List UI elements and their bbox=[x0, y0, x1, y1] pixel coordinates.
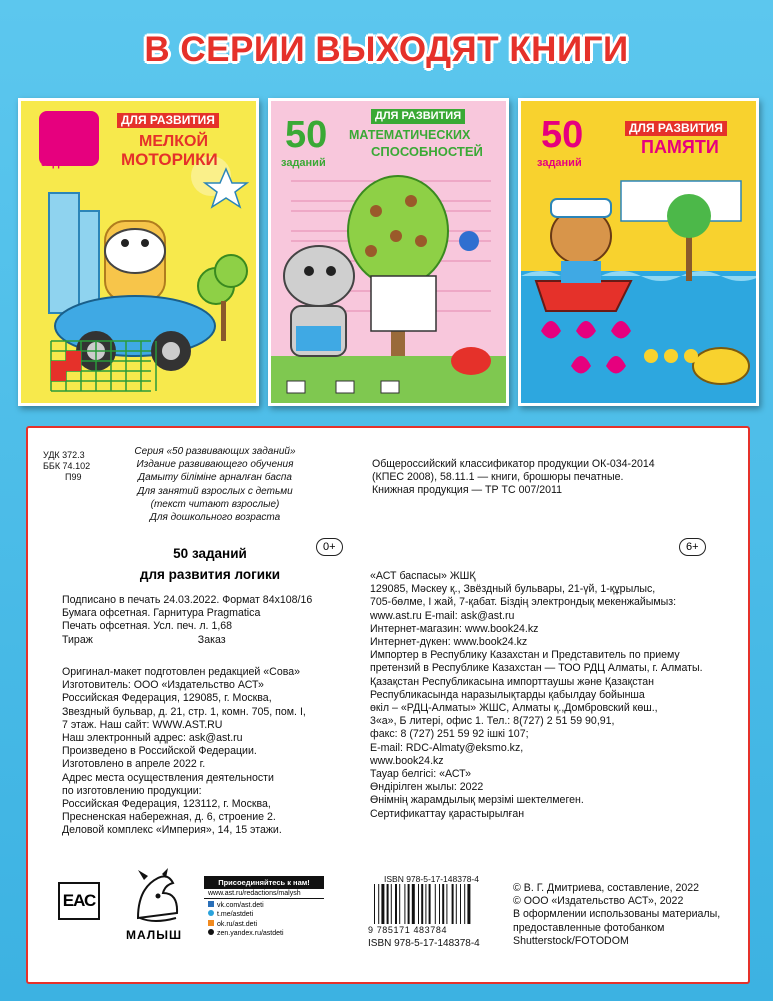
author-mark: П99 bbox=[65, 472, 82, 482]
book-title-line: 50 заданий bbox=[173, 546, 247, 561]
okp-line: (КПЕС 2008), 58.11.1 — книги, брошюры печатные. bbox=[372, 471, 624, 484]
barcode-bar bbox=[418, 884, 419, 924]
publisher-line: Адрес места осуществления деятельности bbox=[62, 771, 274, 784]
cover-title-line3: ПАМЯТИ bbox=[641, 137, 719, 157]
publisher-line: Российская Федерация, 129085, г. Москва, bbox=[62, 692, 272, 705]
print-line: Подписано в печать 24.03.2022. Формат 84x108/16 bbox=[62, 594, 313, 606]
zen-icon bbox=[208, 929, 214, 935]
okp-line: Книжная продукция — ТР ТС 007/2011 bbox=[372, 484, 562, 497]
malysh-logo-icon bbox=[118, 868, 190, 928]
series-line: Издание развивающего обучения bbox=[136, 459, 294, 471]
publisher-line: Изготовитель: ООО «Издательство АСТ» bbox=[62, 679, 264, 692]
cover-subtitle: заданий bbox=[537, 157, 582, 169]
barcode-bar bbox=[439, 884, 440, 924]
barcode-bar bbox=[429, 884, 431, 924]
age-rating-badge: 0+ bbox=[316, 538, 343, 556]
publisher-line: Российская Федерация, 123112, г. Москва, bbox=[62, 798, 271, 811]
classification-codes bbox=[43, 450, 90, 483]
book-cover-math bbox=[268, 98, 509, 406]
series-banner: В СЕРИИ ВЫХОДЯТ КНИГИ bbox=[144, 30, 629, 69]
barcode-bar bbox=[456, 884, 457, 924]
kz-line: Интернет-магазин: www.book24.kz bbox=[370, 622, 539, 635]
telegram-icon bbox=[208, 910, 214, 916]
cover-number: 50 bbox=[285, 114, 328, 156]
barcode-bar bbox=[374, 884, 375, 924]
publisher-line: Деловой комплекс «Империя», 14, 15 этажи. bbox=[62, 824, 282, 837]
barcode-bar bbox=[391, 884, 392, 924]
publisher-line: по изготовлению продукции: bbox=[62, 784, 202, 797]
barcode-bar bbox=[452, 884, 454, 924]
social-block bbox=[204, 876, 324, 951]
kz-line: 3«а», Б литері, офис 1. Тел.: 8(727) 2 51 59 90,91, bbox=[370, 715, 615, 728]
series-line: Для дошкольного возраста bbox=[149, 512, 281, 524]
kz-line: претензий в Республике Казахстан — ТОО РДЦ Алматы, г. Алматы. bbox=[370, 662, 703, 675]
kz-line: E-mail: RDC-Almaty@eksmo.kz, bbox=[370, 741, 524, 754]
publisher-line: Наш электронный адрес: ask@ast.ru bbox=[62, 732, 243, 745]
tirazh-label: Тираж bbox=[62, 633, 93, 646]
publisher-line: Оригинал-макет подготовлен редакцией «Сова» bbox=[62, 666, 301, 678]
copyright-line: Shutterstock/FOTODOM bbox=[513, 934, 629, 947]
ok-icon bbox=[208, 920, 214, 926]
malysh-logo-text: МАЛЫШ bbox=[125, 928, 183, 942]
kz-line: Импортер в Республику Казахстан и Представитель по приему bbox=[370, 649, 680, 662]
cover-subtitle: заданий bbox=[281, 157, 326, 169]
barcode-bar bbox=[412, 884, 415, 924]
malysh-logo bbox=[118, 868, 190, 946]
kz-line: 705-бөлме, І жай, 7-қабат. Біздің электрондық мекенжайымыз: bbox=[370, 596, 677, 609]
publisher-line: Произведено в Российской Федерации. bbox=[62, 745, 257, 758]
book-title bbox=[130, 543, 290, 585]
social-header: Присоединяйтесь к нам! bbox=[204, 876, 324, 889]
cover-number: 50 bbox=[541, 114, 584, 156]
kz-line: Сертификаттау қарастырылған bbox=[370, 807, 525, 820]
barcode-bar bbox=[408, 884, 410, 924]
publisher-line: 7 этаж. Наш сайт: WWW.AST.RU bbox=[62, 718, 223, 731]
okp-line: Общероссийский классификатор продукции ОК-034-2014 bbox=[372, 458, 655, 470]
kz-line: 129085, Мәскеу қ., Звёздный бульвары, 21-үй, 1-құрылыс, bbox=[370, 583, 656, 596]
series-line: Для занятий взрослых с детьми bbox=[137, 485, 293, 497]
cover-series-label: ДЛЯ РАЗВИТИЯ bbox=[117, 113, 219, 128]
series-line: (текст читают взрослые) bbox=[150, 498, 280, 510]
kz-line: «АСТ баспасы» ЖШҚ bbox=[370, 570, 476, 582]
isbn-barcode-digits: 9 785171 483784 bbox=[368, 924, 447, 937]
eac-mark bbox=[58, 882, 100, 920]
series-line: Серия «50 развивающих заданий» bbox=[134, 446, 296, 457]
print-info bbox=[62, 594, 312, 647]
barcode-bar bbox=[421, 884, 423, 924]
cover-title-line2: МЕЛКОЙ bbox=[139, 133, 208, 150]
social-link-telegram[interactable]: t.me/astdeti bbox=[217, 911, 254, 919]
cover-series-label: ДЛЯ РАЗВИТИЯ bbox=[625, 121, 727, 136]
kazakhstan-info bbox=[370, 570, 703, 821]
kz-line: Қазақстан Республикасына импорттаушы және Қазақстан bbox=[370, 675, 654, 688]
copyright-line: © В. Г. Дмитриева, составление, 2022 bbox=[513, 882, 700, 894]
kz-line: Өнімнің жарамдылық мерзімі шектелмеген. bbox=[370, 794, 584, 807]
barcode-bar bbox=[387, 884, 389, 924]
series-info bbox=[100, 445, 330, 524]
copyright-line: © ООО «Издательство АСТ», 2022 bbox=[513, 895, 684, 908]
kz-line: өкіл – «РДЦ-Алматы» ЖШС, Алматы қ.,Домбровский көш., bbox=[370, 702, 658, 715]
kz-line: Тауар белгісі: «АСТ» bbox=[370, 768, 472, 781]
publisher-info bbox=[62, 666, 306, 838]
okp-info bbox=[372, 458, 655, 498]
book-cover-fine-motor bbox=[18, 98, 259, 406]
book-title-line: для развития логики bbox=[139, 567, 281, 582]
kz-line: Интернет-дүкен: www.book24.kz bbox=[370, 636, 528, 649]
kz-line: Өндірілген жылы: 2022 bbox=[370, 781, 484, 794]
social-link-ok[interactable]: ok.ru/ast.deti bbox=[217, 920, 258, 928]
cover-number: 50 bbox=[43, 114, 86, 156]
barcode-bar bbox=[467, 884, 470, 924]
bbk-code: ББК 74.102 bbox=[43, 461, 91, 471]
book-cover-memory bbox=[518, 98, 759, 406]
copyright-info bbox=[513, 882, 720, 948]
vk-icon bbox=[208, 901, 214, 907]
kz-line: Республикасында наразылықтарды қабылдау бойынша bbox=[370, 688, 645, 701]
kz-line: факс: 8 (727) 251 59 92 ішкі 107; bbox=[370, 728, 529, 741]
print-line: Бумага офсетная. Гарнитура Pragmatica bbox=[62, 607, 261, 620]
isbn-top: ISBN 978-5-17-148378-4 bbox=[384, 874, 479, 884]
zakaz-label: Заказ bbox=[197, 633, 226, 646]
publisher-line: Звездный бульвар, д. 21, стр. 1, комн. 705, пом. I, bbox=[62, 705, 306, 718]
barcode-bar bbox=[442, 884, 444, 924]
kz-line: www.ast.ru E-mail: ask@ast.ru bbox=[370, 609, 515, 622]
social-link-vk[interactable]: vk.com/ast.deti bbox=[217, 902, 264, 909]
cover-series-label: ДЛЯ РАЗВИТИЯ bbox=[371, 109, 465, 124]
barcode-bar bbox=[446, 884, 447, 924]
social-url-link[interactable]: www.ast.ru/redactions/malysh bbox=[204, 889, 324, 899]
barcode-bar bbox=[399, 884, 400, 924]
cover-title-line2: МАТЕМАТИЧЕСКИХ bbox=[349, 128, 471, 142]
barcode-bar bbox=[435, 884, 436, 924]
series-line: Дамыту біліміне арналған баспа bbox=[138, 472, 292, 484]
isbn-bottom: ISBN 978-5-17-148378-4 bbox=[368, 938, 480, 949]
cover-title-line3: МОТОРИКИ bbox=[121, 150, 218, 169]
cover-title-line3: СПОСОБНОСТЕЙ bbox=[371, 144, 483, 159]
barcode-bar bbox=[378, 884, 379, 924]
barcode-bar bbox=[460, 884, 461, 924]
barcode-bar bbox=[395, 884, 397, 924]
barcode-bar bbox=[404, 884, 405, 924]
print-line: Печать офсетная. Усл. печ. л. 1,68 bbox=[62, 620, 233, 633]
copyright-line: В оформлении использованы материалы, bbox=[513, 908, 721, 921]
barcode-bar bbox=[464, 884, 465, 924]
age-rating-badge-right: 6+ bbox=[679, 538, 706, 556]
publisher-line: Изготовлено в апреле 2022 г. bbox=[62, 758, 206, 771]
cover-subtitle: заданий bbox=[41, 157, 86, 169]
copyright-line: предоставленные фотобанком bbox=[513, 921, 665, 934]
publisher-line: Пресненская набережная, д. 6, строение 2. bbox=[62, 811, 276, 824]
barcode-bar bbox=[425, 884, 426, 924]
eac-text: ЕАС bbox=[62, 891, 96, 910]
social-link-zen[interactable]: zen.yandex.ru/astdeti bbox=[217, 929, 284, 937]
kz-line: www.book24.kz bbox=[370, 754, 444, 767]
udk-code: УДК 372.3 bbox=[43, 450, 85, 460]
barcode-bar bbox=[381, 884, 384, 924]
